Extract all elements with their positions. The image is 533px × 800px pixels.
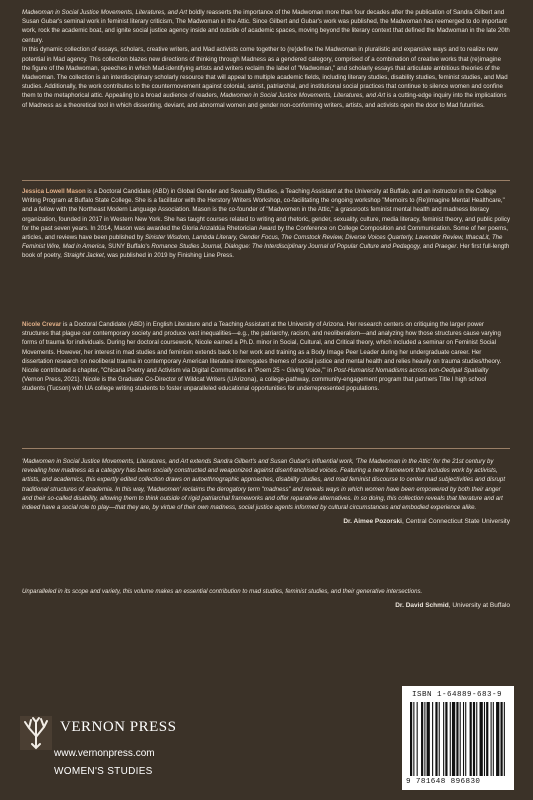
bio-text: (Vernon Press, 2021). Nicole is the Graduate Co-Director of Wildcat Writers (UArizona), a college-pathway, community-engagement program that partners Title I high school students (Tucson) with UA college writing students to foster unparalleled educational opportunities for underrepresented populations.	[22, 376, 487, 393]
intro-text: boldly reasserts the importance of the Madwoman more than four decades after the publication of Sandra Gilbert and Susan Gubar's seminal work in feminist literary criticism, The Madwoman in the Attic. Since Gilbert and Gubar's work was published, the Madwoman has reemerged to do important work, rock the academic boat, and ignite social justice agency inside and outside of academic spaces, moving beyond the literary context that defined the Madwoman in the late 20th century.	[22, 9, 510, 44]
series-label: WOMEN'S STUDIES	[54, 766, 153, 777]
bio-text: is a Doctoral Candidate (ABD) in Global Gender and Sexuality Studies, a Teaching Assistant at the University at Buffalo, and an instructor in the College Writing Program at Buffalo State College. She is a facilitator with the Herstory Writers Workshop, co-facilitating the ongoing workshop "Memoirs to (Re)Imagine Mental Healthcare," and a fellow with the Northeast Modern Language Association. Mason is the co-founder of "Madwomen in the Attic," a grassroots feminist mental health and madness literacy organization, founded in 2017 in Western New York. She has taught courses related to writing and rhetoric, gender, sexuality, culture, media literacy, feminist theory, and public policy for the past seven years. In 2014, Mason was awarded the Gloria Anzaldúa Rhetorician Award by the Conference on College Composition and Communication. Some of her poems, articles, and reviews have been published by	[22, 188, 510, 242]
bio-paragraph	[22, 187, 510, 261]
bio-text: and	[421, 243, 435, 251]
barcode-bar	[496, 702, 499, 776]
barcode-bar	[486, 702, 488, 776]
editor-bio-crevar	[22, 320, 510, 394]
barcode-bar	[504, 702, 505, 776]
review-attribution	[22, 518, 510, 525]
bio-text: is a Doctoral Candidate (ABD) in English Literature and a Teaching Assistant at the University of Arizona. Her research centers on critiquing the larger power structures that plague our contemporary society and produce vast inequalities—e.g., the patriarchy, racism, and neoliberalism—and analyzing how those structures cause varying forms of trauma for individuals. During her doctoral coursework, Nicole earned a Ph.D. minor in Social, Cultural, and Critical theory, which included a seminar on Feminist Social Movements. However, her interest in mad studies and feminism extends back to her work and training as a Body Image Peer Leader during her undergraduate career. Her dissertation research on neoliberal trauma in contemporary American literature interrogates themes of social justice and mental health and relies heavily on trauma studies/theory. Nicole contributed a chapter, "Chicana Poetry and Activism via Digital Communities in 'Poem 25 ~ Giving Voice,'" in	[22, 321, 502, 375]
bio-text: SUNY Buffalo's	[106, 243, 152, 251]
barcode-bar	[450, 702, 451, 776]
book-description	[22, 8, 510, 110]
barcode-bar	[476, 702, 477, 776]
review-quote: 'Madwomen in Social Justice Movements, Literatures, and Art extends Sandra Gilbert's and Susan Gubar's influential work, 'The Madwoman in the Attic' for the 21st century by revealing how madness as a category has been socially constructed and weaponized against disenfranchised voices. Featuring a new framework that includes work by activists, artists, and academics, this expertly edited collection draws on autoethnographic approaches, disability studies, and mad feminist discourse to center mad subjectivities and disrupt traditional structures of academia. In this way, 'Madwomen' reclaims the derogatory term "madness" and reveals ways in which women have been empowered by both their anger and their so-called disability, allowing them to think outside of rigid patriarchal frameworks and offer reparative alternatives. In so doing, this collection reveals that literature and art indeed have a social role to play—that they are, by virtue of their own madness, social justice agents informed by cultural circumstances and embodied experience alike.	[22, 458, 506, 512]
publication-list: Romance Studies Journal, Dialogue: The Interdisciplinary Journal of Popular Culture and Pedagogy,	[151, 243, 422, 251]
barcode-bar	[491, 702, 492, 776]
intro-text: is a cutting-edge inquiry into the implications of Madness as a theoretical tool in which dissenting, deviant, and abnormal women and gender non-conforming writers, artists, and activists open the door to Mad futurities.	[22, 92, 507, 109]
bio-text: , was published in 2019 by Finishing Line Press.	[103, 252, 234, 260]
barcode-bar	[424, 702, 425, 776]
barcode-bar	[480, 702, 483, 776]
barcode-bar	[493, 702, 494, 776]
barcode-bar	[432, 702, 433, 776]
reviewer-name: Dr. David Schmid	[395, 602, 449, 610]
review-quote: Unparalleled in its scope and variety, this volume makes an essential contribution to mad studies, feminist studies, and their generative intersections.	[22, 588, 423, 595]
barcode-bar	[465, 702, 466, 776]
barcode-bar	[443, 702, 444, 776]
book-title: Madwomen in Social Justice Movements, Literatures, and Art	[220, 92, 386, 100]
barcode-bar	[470, 702, 472, 776]
barcode-bar	[484, 702, 485, 776]
publication-list: Praeger	[434, 243, 457, 251]
publication-list: Sinister Wisdom, Lambda Literary, Gender Focus, The Comstock Review, Diverse Voices Quarterly, Lavender Review, IthacaLit, The Feminist Wire, Mad in America,	[22, 234, 503, 251]
review-schmid	[22, 587, 510, 609]
barcode-bar	[500, 702, 502, 776]
barcode-bar	[417, 702, 418, 776]
publisher-logo	[20, 716, 200, 786]
review-pozorski	[22, 457, 510, 525]
reviewer-affiliation: , Central Connecticut State University	[401, 518, 510, 526]
barcode-bar	[463, 702, 464, 776]
book-title: Madwoman in Social Justice Movements, Literatures, and Art	[22, 9, 188, 16]
ean-number: 9 781648 896830	[406, 778, 481, 786]
publisher-url[interactable]: www.vernonpress.com	[54, 748, 155, 759]
divider	[22, 448, 510, 449]
barcode-bar	[435, 702, 437, 776]
barcode-bar	[439, 702, 440, 776]
review-attribution	[22, 602, 510, 609]
tree-icon	[20, 716, 52, 750]
book-title: Post-Humanist Nomadisms across non-Oedipal Spatiality	[333, 367, 489, 375]
intro-paragraph-2	[22, 45, 510, 109]
barcode-bar	[421, 702, 423, 776]
barcode-bar	[452, 702, 455, 776]
barcode-bars	[410, 702, 506, 776]
barcode-bar	[410, 702, 412, 776]
bio-text: . Her first full-length book of poetry,	[22, 243, 510, 260]
bio-paragraph	[22, 320, 510, 394]
reviewer-name: Dr. Aimee Pozorski	[343, 518, 402, 526]
divider	[22, 180, 510, 181]
barcode-bar	[427, 702, 430, 776]
barcode-bar	[456, 702, 458, 776]
editor-name: Nicole Crevar	[22, 321, 62, 328]
editor-name: Jessica Lowell Mason	[22, 188, 86, 195]
isbn-number: ISBN 1-64889-683-9	[412, 691, 503, 699]
isbn-barcode	[402, 686, 514, 790]
barcode-bar	[473, 702, 475, 776]
book-title: Straight Jacket	[63, 252, 104, 260]
intro-text: In this dynamic collection of essays, scholars, creative writers, and Mad activists come together to (re)define the Madwoman in pluralistic and expansive ways and to realize new potential in Mad agency. This collection blazes new directions of thinking through Madness as a gendered category, comprised of a combination of creative works that (re)imagine the figure of the Madwoman, speeches in which Mad-identifying artists and writers reclaim the label of "Madwoman," and scholarly essays that articulate ambitious theories of the Madwoman. The collection is an interdisciplinary scholarly resource that will appeal to multiple academic fields, including literary studies, disability studies, feminist studies, and Mad studies. Additionally, the work contributes to the countermovement against colonial, sanist, patriarchal, and institutional social practices that continue to silence women and confine them to the metaphorical attic. Appealing to a broad audience of readers,	[22, 46, 508, 100]
barcode-bar	[413, 702, 414, 776]
barcode-bar	[460, 702, 461, 776]
reviewer-affiliation: , University at Buffalo	[448, 602, 510, 610]
publisher-name: VERNON PRESS	[60, 719, 177, 735]
barcode-bar	[445, 702, 447, 776]
editor-bio-mason	[22, 187, 510, 261]
intro-paragraph-1	[22, 8, 510, 45]
